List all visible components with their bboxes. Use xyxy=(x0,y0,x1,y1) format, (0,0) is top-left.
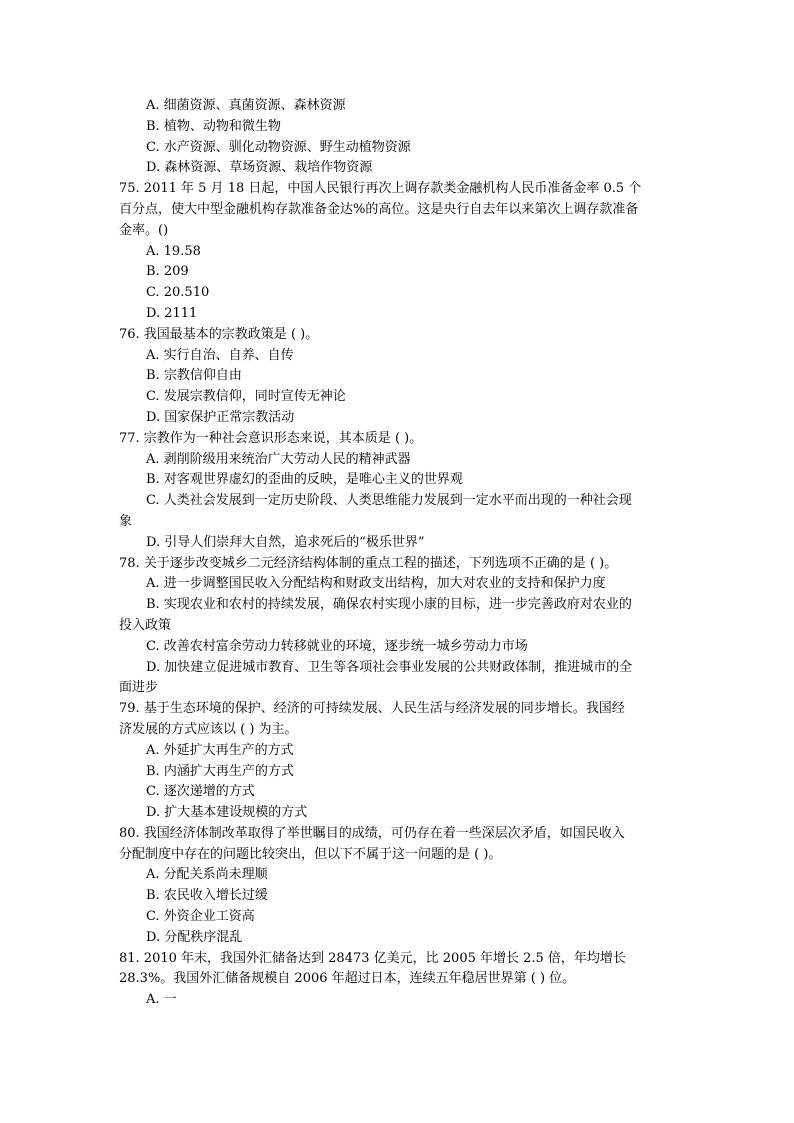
question-text-line: 78. 关于逐步改变城乡二元经济结构体制的重点工程的描述，下列选项不正确的是 ( )。 xyxy=(119,555,618,571)
question-list xyxy=(119,96,675,1011)
question-text-line: 投入政策 xyxy=(119,617,172,633)
question-text-line: 面进步 xyxy=(119,680,159,696)
answer-option: B. 农民收入增长过缓 xyxy=(146,888,268,904)
answer-option: C. 改善农村富余劳动力转移就业的环境，逐步统一城乡劳动力市场 xyxy=(146,638,528,654)
answer-option: B. 内涵扩大再生产的方式 xyxy=(146,763,294,779)
answer-option: B. 对客观世界虚幻的歪曲的反映，是唯心主义的世界观 xyxy=(146,472,463,488)
answer-option: A. 19.58 xyxy=(146,243,201,259)
answer-option: D. 2111 xyxy=(146,305,198,321)
question-text-line: 28.3%。我国外汇储备规模自 2006 年超过日本，连续五年稳居世界第 ( ) 位。 xyxy=(119,971,576,987)
answer-option: D. 森林资源、草场资源、栽培作物资源 xyxy=(146,160,373,176)
question-text-line: 76. 我国最基本的宗教政策是 ( )。 xyxy=(119,326,319,342)
question-text-line: 象 xyxy=(119,513,133,529)
answer-option: D. 加快建立促进城市教育、卫生等各项社会事业发展的公共财政体制，推进城市的全 xyxy=(146,659,633,675)
answer-option: B. 209 xyxy=(146,264,189,280)
answer-option: A. 分配关系尚未理顺 xyxy=(146,867,268,883)
answer-option: A. 外延扩大再生产的方式 xyxy=(146,742,294,758)
answer-option: B. 宗教信仰自由 xyxy=(146,368,242,384)
answer-option: C. 水产资源、驯化动物资源、野生动植物资源 xyxy=(146,139,411,155)
answer-option: D. 国家保护正常宗教活动 xyxy=(146,409,295,425)
answer-option: C. 人类社会发展到一定历史阶段、人类思维能力发展到一定水平而出现的一种社会现 xyxy=(146,493,632,509)
question-text-line: 百分点，使大中型金融机构存款准备金达%的高位。这是央行自去年以来第次上调存款准备 xyxy=(119,201,639,217)
answer-option: A. 细菌资源、真菌资源、森林资源 xyxy=(146,98,346,113)
answer-option: A. 进一步调整国民收入分配结构和财政支出结构，加大对农业的支持和保护力度 xyxy=(146,576,606,592)
answer-option: A. 实行自治、自养、自传 xyxy=(146,347,294,363)
question-text-line: 济发展的方式应该以 ( ) 为主。 xyxy=(119,721,298,737)
question-text-line: 75. 2011 年 5 月 18 日起，中国人民银行再次上调存款类金融机构人民币准备金率 0.5 个 xyxy=(119,181,642,197)
question-text-line: 分配制度中存在的问题比较突出，但以下不属于这一问题的是 ( )。 xyxy=(119,846,502,862)
answer-option: B. 植物、动物和微生物 xyxy=(146,118,281,134)
answer-option: C. 逐次递增的方式 xyxy=(146,784,255,800)
question-text-line: 79. 基于生态环境的保护、经济的可持续发展、人民生活与经济发展的同步增长。我国经 xyxy=(119,701,625,717)
question-text-line: 81. 2010 年末，我国外汇储备达到 28473 亿美元，比 2005 年增长 2.5 倍，年均增长 xyxy=(119,950,626,966)
answer-option: D. 引导人们崇拜大自然，追求死后的“极乐世界” xyxy=(146,534,425,550)
question-text-line: 80. 我国经济体制改革取得了举世瞩目的成绩，可仍存在着一些深层次矛盾，如国民收入 xyxy=(119,825,625,841)
answer-option: C. 发展宗教信仰，同时宣传无神论 xyxy=(146,389,346,405)
question-text-line: 金率。() xyxy=(119,222,169,238)
answer-option: A. 剥削阶级用来统治广大劳动人民的精神武器 xyxy=(146,451,411,467)
answer-option: B. 实现农业和农村的持续发展，确保农村实现小康的目标，进一步完善政府对农业的 xyxy=(146,597,632,613)
answer-option: D. 分配秩序混乱 xyxy=(146,929,243,945)
answer-option: A. 一 xyxy=(146,992,177,1008)
answer-option: D. 扩大基本建设规模的方式 xyxy=(146,805,308,821)
answer-option: C. 20.510 xyxy=(146,285,210,301)
answer-option: C. 外资企业工资高 xyxy=(146,909,255,925)
question-text-line: 77. 宗教作为一种社会意识形态来说，其本质是 ( )。 xyxy=(119,430,423,446)
